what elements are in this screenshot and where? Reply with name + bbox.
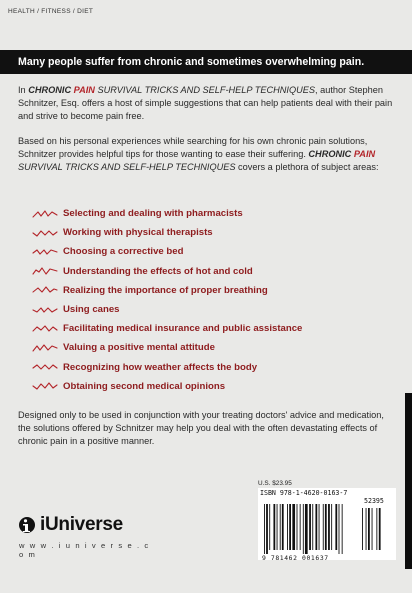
- topic-label: Facilitating medical insurance and public assistance: [63, 323, 303, 335]
- intro-paragraph: [18, 84, 396, 124]
- closing-paragraph: Designed only to be used in conjunction with your treating doctors' advice and medication, the solutions offered by Schnitzer may help you deal with the often devastating effects of chronic pain in a positive manner.: [18, 410, 384, 447]
- list-item: [32, 281, 392, 300]
- list-item: [32, 358, 392, 377]
- title-rest: SURVIVAL TRICKS AND SELF-HELP TECHNIQUES: [97, 85, 315, 95]
- publisher-url: w w w . i u n i v e r s e . c o m: [19, 541, 150, 559]
- list-item: [32, 262, 392, 281]
- intro-after: , author Stephen Schnitzer, Esq. offers a host of simple suggestions that can help patients deal with their pain and strive to become pain free.: [18, 85, 393, 122]
- topic-label: Recognizing how weather affects the body: [63, 361, 258, 373]
- list-item: [32, 223, 392, 242]
- list-item: [32, 377, 392, 396]
- list-item: [32, 338, 392, 357]
- topic-label: Understanding the effects of hot and cold: [63, 265, 253, 277]
- list-item: [32, 300, 392, 319]
- title-word-chronic-2: CHRONIC: [308, 149, 352, 160]
- body-paragraph: [18, 135, 396, 175]
- squiggle-bullet-icon: [32, 285, 58, 295]
- topic-label: Working with physical therapists: [63, 227, 213, 239]
- publisher-logo: [18, 514, 158, 559]
- squiggle-bullet-icon: [32, 381, 58, 391]
- topic-label: Using canes: [63, 304, 120, 316]
- squiggle-bullet-icon: [32, 209, 58, 219]
- list-item: [32, 242, 392, 261]
- topic-label: Selecting and dealing with pharmacists: [63, 208, 243, 220]
- list-item: [32, 319, 392, 338]
- topic-label: Obtaining second medical opinions: [63, 380, 226, 392]
- publisher-name: iUniverse: [40, 514, 123, 535]
- squiggle-bullet-icon: [32, 343, 58, 353]
- category-label: HEALTH / FITNESS / DIET: [8, 8, 94, 15]
- squiggle-bullet-icon: [32, 266, 58, 276]
- body-before: Based on his personal experiences while searching for his own chronic pain solutions, Schnitzer provides helpful tips for those wanting to ease their suffering.: [18, 136, 368, 160]
- squiggle-bullet-icon: [32, 324, 58, 334]
- topic-label: Valuing a positive mental attitude: [63, 342, 215, 354]
- headline-banner: Many people suffer from chronic and sometimes overwhelming pain.: [0, 50, 412, 74]
- squiggle-bullet-icon: [32, 247, 58, 257]
- price-addon-code: 52395: [364, 497, 384, 505]
- body-after: covers a plethora of subject areas:: [235, 162, 379, 173]
- title-rest-2: SURVIVAL TRICKS AND SELF-HELP TECHNIQUES: [18, 162, 236, 173]
- title-word-pain: PAIN: [73, 85, 95, 95]
- topic-label: Choosing a corrective bed: [63, 246, 184, 258]
- topic-list: [32, 204, 392, 396]
- title-word-chronic: CHRONIC: [28, 85, 72, 95]
- edge-bar: [405, 393, 412, 569]
- squiggle-bullet-icon: [32, 228, 58, 238]
- title-word-pain-2: PAIN: [353, 149, 376, 160]
- squiggle-bullet-icon: [32, 362, 58, 372]
- squiggle-bullet-icon: [32, 305, 58, 315]
- list-item: [32, 204, 392, 223]
- price-label: U.S. $23.95: [258, 480, 292, 487]
- barcode-icon: [262, 504, 392, 556]
- intro-before: In: [18, 85, 29, 95]
- topic-label: Realizing the importance of proper breathing: [63, 284, 268, 296]
- ean-digits: 9 781462 001637: [262, 554, 329, 562]
- isbn-label: ISBN 978-1-4620-0163-7: [260, 489, 348, 497]
- iuniverse-logo-icon: [18, 516, 36, 534]
